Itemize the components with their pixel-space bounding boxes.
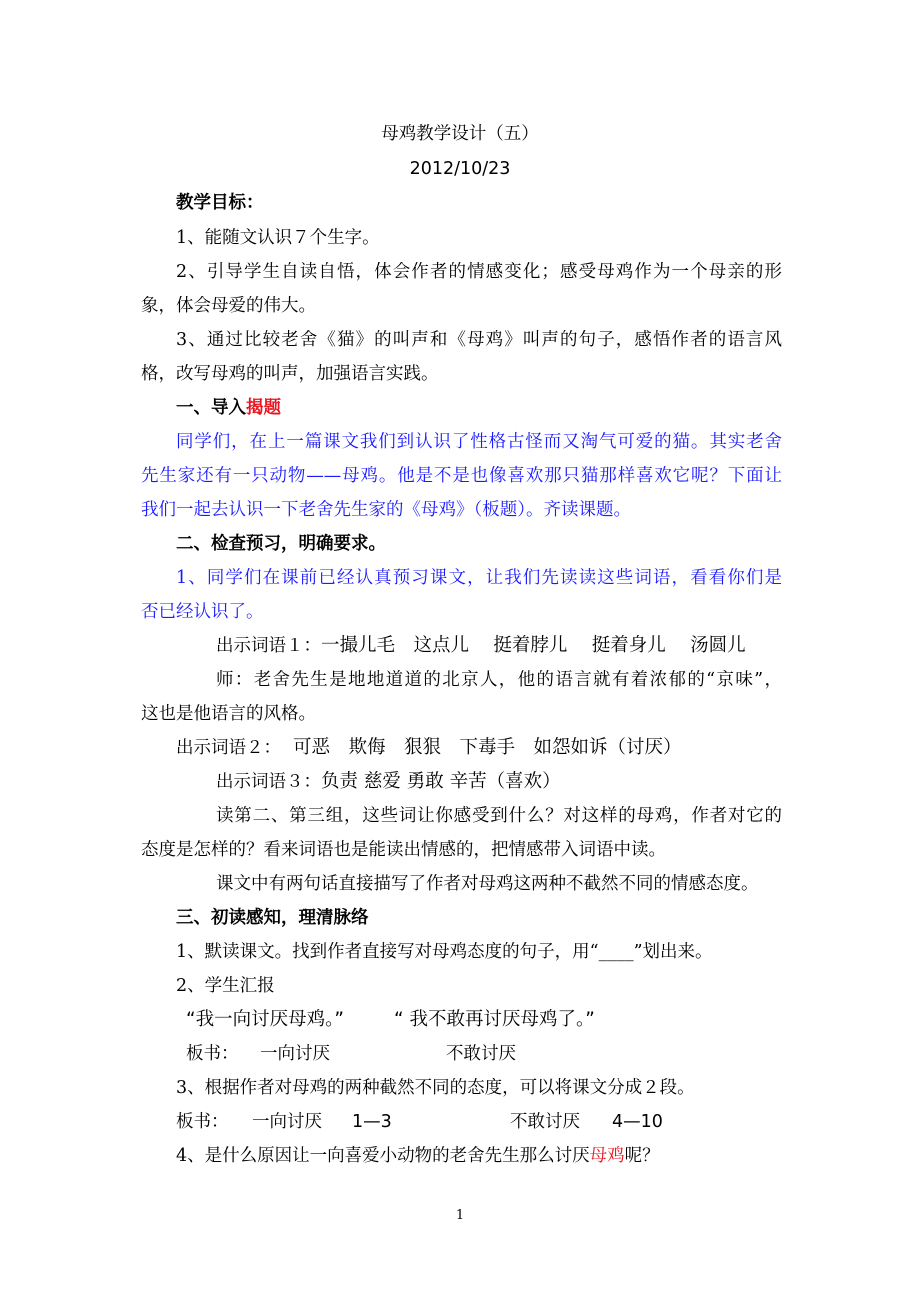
section-3-step-3: 3、根据作者对母鸡的两种截然不同的态度，可以将课文分成２段。 <box>176 1078 695 1098</box>
objectives-heading: 教学目标： <box>176 193 264 213</box>
words-group-2-label: 出示词语２： <box>176 738 281 758</box>
board-notes-2-first-range: 1—3 <box>352 1112 392 1132</box>
section-3-step-4-text: 4、是什么原因让一向喜爱小动物的老舍先生那么讨厌 <box>176 1146 590 1166</box>
section-2-paragraph-line-2: 否已经认识了。 <box>141 602 264 622</box>
words-group-1 <box>216 634 746 658</box>
reading-prompt-line-2: 态度是怎样的？看来词语也是能读出情感的，把情感带入词语中读。 <box>141 840 666 860</box>
document-date: 2012/10/23 <box>409 159 511 179</box>
words-group-2 <box>176 736 682 760</box>
teacher-remark-line-2: 这也是他语言的风格。 <box>141 704 316 724</box>
words-group-1-label: 出示词语１： <box>216 636 321 656</box>
board-notes-2-second-range: 4—10 <box>612 1112 663 1132</box>
section-3-step-4-red: 母鸡 <box>589 1146 625 1166</box>
section-1-paragraph-line-1: 同学们，在上一篇课文我们到认识了性格古怪而又淘气可爱的猫。其实老舍 <box>176 432 782 452</box>
board-notes-1-first: 一向讨厌 <box>260 1044 330 1064</box>
words-group-3-label: 出示词语３： <box>216 772 321 792</box>
board-notes-1-label: 板书： <box>186 1044 239 1064</box>
section-3-step-4 <box>176 1144 660 1168</box>
section-3-step-4-end: 呢？ <box>624 1146 660 1166</box>
section-1-paragraph-line-2: 先生家还有一只动物——母鸡。他是不是也像喜欢那只猫那样喜欢它呢？下面让 <box>141 466 782 486</box>
section-3-heading: 三、初读感知，理清脉络 <box>176 908 369 928</box>
section-2-heading: 二、检查预习，明确要求。 <box>176 534 386 554</box>
section-1-heading <box>176 396 281 420</box>
section-1-heading-red: 揭题 <box>246 398 281 418</box>
board-notes-1-second: 不敢讨厌 <box>446 1044 516 1064</box>
words-group-2-list: 可恶 欺侮 狠狠 下毒手 如怨如诉（讨厌） <box>293 737 682 758</box>
section-3-step-1: 1、默读课文。找到作者直接写对母鸡态度的句子，用“____”划出来。 <box>176 942 713 962</box>
board-notes-2-first: 一向讨厌 <box>252 1112 322 1132</box>
quote-2: “ 我不敢再讨厌母鸡了。” <box>394 1009 595 1030</box>
words-group-3-list: 负责 慈爱 勇敢 辛苦（喜欢） <box>321 771 561 792</box>
section-1-paragraph-line-3: 我们一起去认识一下老舍先生家的《母鸡》（板题）。齐读课题。 <box>141 500 631 520</box>
objective-1: 1、能随文认识７个生字。 <box>176 228 380 248</box>
document-title: 母鸡教学设计（五） <box>381 124 539 144</box>
objective-3-line-2: 格，改写母鸡的叫声，加强语言实践。 <box>141 364 439 384</box>
page-number: 1 <box>455 1208 465 1223</box>
objective-2-line-1: 2、引导学生自读自悟，体会作者的情感变化；感受母鸡作为一个母亲的形 <box>176 262 782 282</box>
objective-3-line-1: 3、通过比较老舍《猫》的叫声和《母鸡》叫声的句子，感悟作者的语言风 <box>176 330 782 350</box>
board-notes-2-second: 不敢讨厌 <box>510 1112 580 1132</box>
section-1-heading-text: 一、导入 <box>176 398 246 418</box>
objective-2-line-2: 象，体会母爱的伟大。 <box>141 296 316 316</box>
section-3-step-2: 2、学生汇报 <box>176 976 275 996</box>
words-group-3 <box>216 770 561 794</box>
text-description: 课文中有两句话直接描写了作者对母鸡这两种不截然不同的情感态度。 <box>216 874 759 894</box>
teacher-remark-line-1: 师：老舍先生是地地道道的北京人，他的语言就有着浓郁的“京味”， <box>216 670 782 690</box>
section-2-paragraph-line-1: 1、同学们在课前已经认真预习课文，让我们先读读这些词语，看看你们是 <box>176 568 782 588</box>
reading-prompt-line-1: 读第二、第三组，这些词让你感受到什么？对这样的母鸡，作者对它的 <box>216 806 782 826</box>
quote-1: “我一向讨厌母鸡。” <box>186 1009 344 1030</box>
words-group-1-list: 一撮儿毛 这点儿 挺着脖儿 挺着身儿 汤圆儿 <box>321 635 746 656</box>
board-notes-2-label: 板书： <box>176 1112 229 1132</box>
